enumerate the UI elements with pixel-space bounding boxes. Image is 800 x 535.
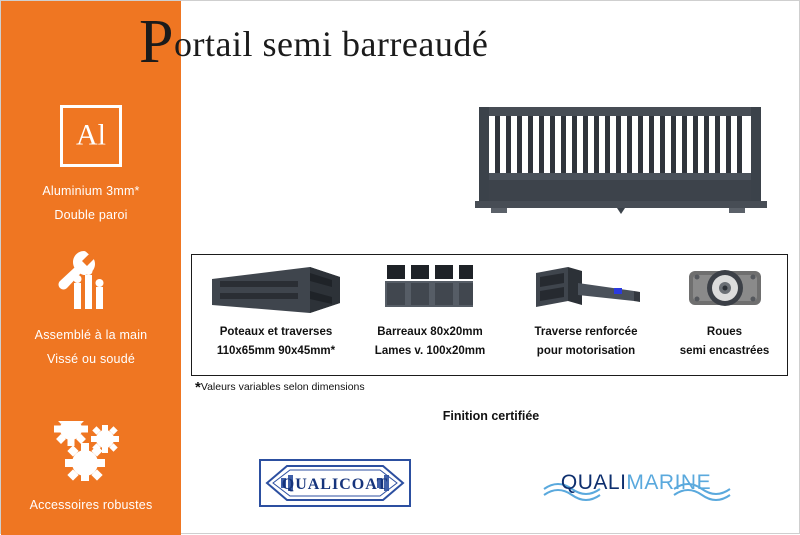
sidebar-block-assembly (1, 249, 181, 371)
page-title (139, 8, 759, 76)
footnote-text: Valeurs variables selon dimensions (200, 381, 365, 393)
product-caption-bars-line1: Barreaux 80x20mm (377, 326, 483, 338)
sidebar-block-accessories (1, 421, 181, 517)
product-caption-wheels-line2: semi encastrées (679, 345, 770, 357)
product-caption-crossbar-line2: pour motorisation (536, 345, 636, 357)
product-item-posts (196, 255, 356, 377)
footnote-star: * (195, 379, 201, 396)
wheel-icon (662, 261, 787, 317)
footnote (195, 379, 365, 396)
product-caption-bars-line2: Lames v. 100x20mm (374, 345, 486, 357)
sidebar-label-aluminium-2: Double paroi (54, 208, 128, 222)
product-caption-bars (360, 323, 500, 361)
sliding-gate-illustration (471, 101, 776, 221)
qualimarine-logo (536, 463, 736, 505)
sidebar-label-aluminium-1: Aluminium 3mm* (42, 184, 140, 198)
product-item-crossbar (512, 255, 660, 377)
qualimarine-text-b: MARINE (626, 471, 712, 494)
wrench-tools-icon (54, 249, 128, 311)
product-caption-posts (196, 323, 356, 361)
sidebar-label-assembly-2: Vissé ou soudé (46, 352, 136, 366)
sidebar (1, 1, 181, 535)
qualimarine-logo-text (536, 471, 736, 495)
product-item-wheels (662, 255, 787, 377)
product-caption-wheels (662, 323, 787, 361)
finition-label: Finition certifiée (442, 409, 540, 423)
product-item-bars (360, 255, 500, 377)
gears-icon (47, 421, 135, 481)
aluminium-symbol-text: Al (76, 118, 106, 152)
qualicoat-logo-text: QUALICOAT (281, 476, 389, 493)
page-title-initial: P (139, 8, 174, 76)
sidebar-label-accessories-1: Accessoires robustes (29, 498, 153, 512)
product-specs-box (191, 254, 788, 376)
bars-slats-icon (360, 261, 500, 317)
qualimarine-text-a: QUALI (560, 471, 627, 494)
product-caption-posts-line2: 110x65mm 90x45mm* (216, 345, 336, 357)
sidebar-block-aluminium (1, 105, 181, 227)
reinforced-crossbar-icon (512, 261, 660, 317)
product-caption-wheels-line1: Roues (706, 326, 743, 338)
post-beam-profile-icon (196, 261, 356, 317)
qualicoat-logo (259, 459, 411, 507)
product-caption-crossbar-line1: Traverse renforcée (534, 326, 638, 338)
aluminium-square-icon (60, 105, 122, 167)
product-caption-crossbar (512, 323, 660, 361)
sidebar-label-assembly-1: Assemblé à la main (34, 328, 148, 342)
product-caption-posts-line1: Poteaux et traverses (219, 326, 333, 338)
page-title-rest: ortail semi barreaudé (173, 24, 489, 64)
content-area (139, 1, 800, 535)
